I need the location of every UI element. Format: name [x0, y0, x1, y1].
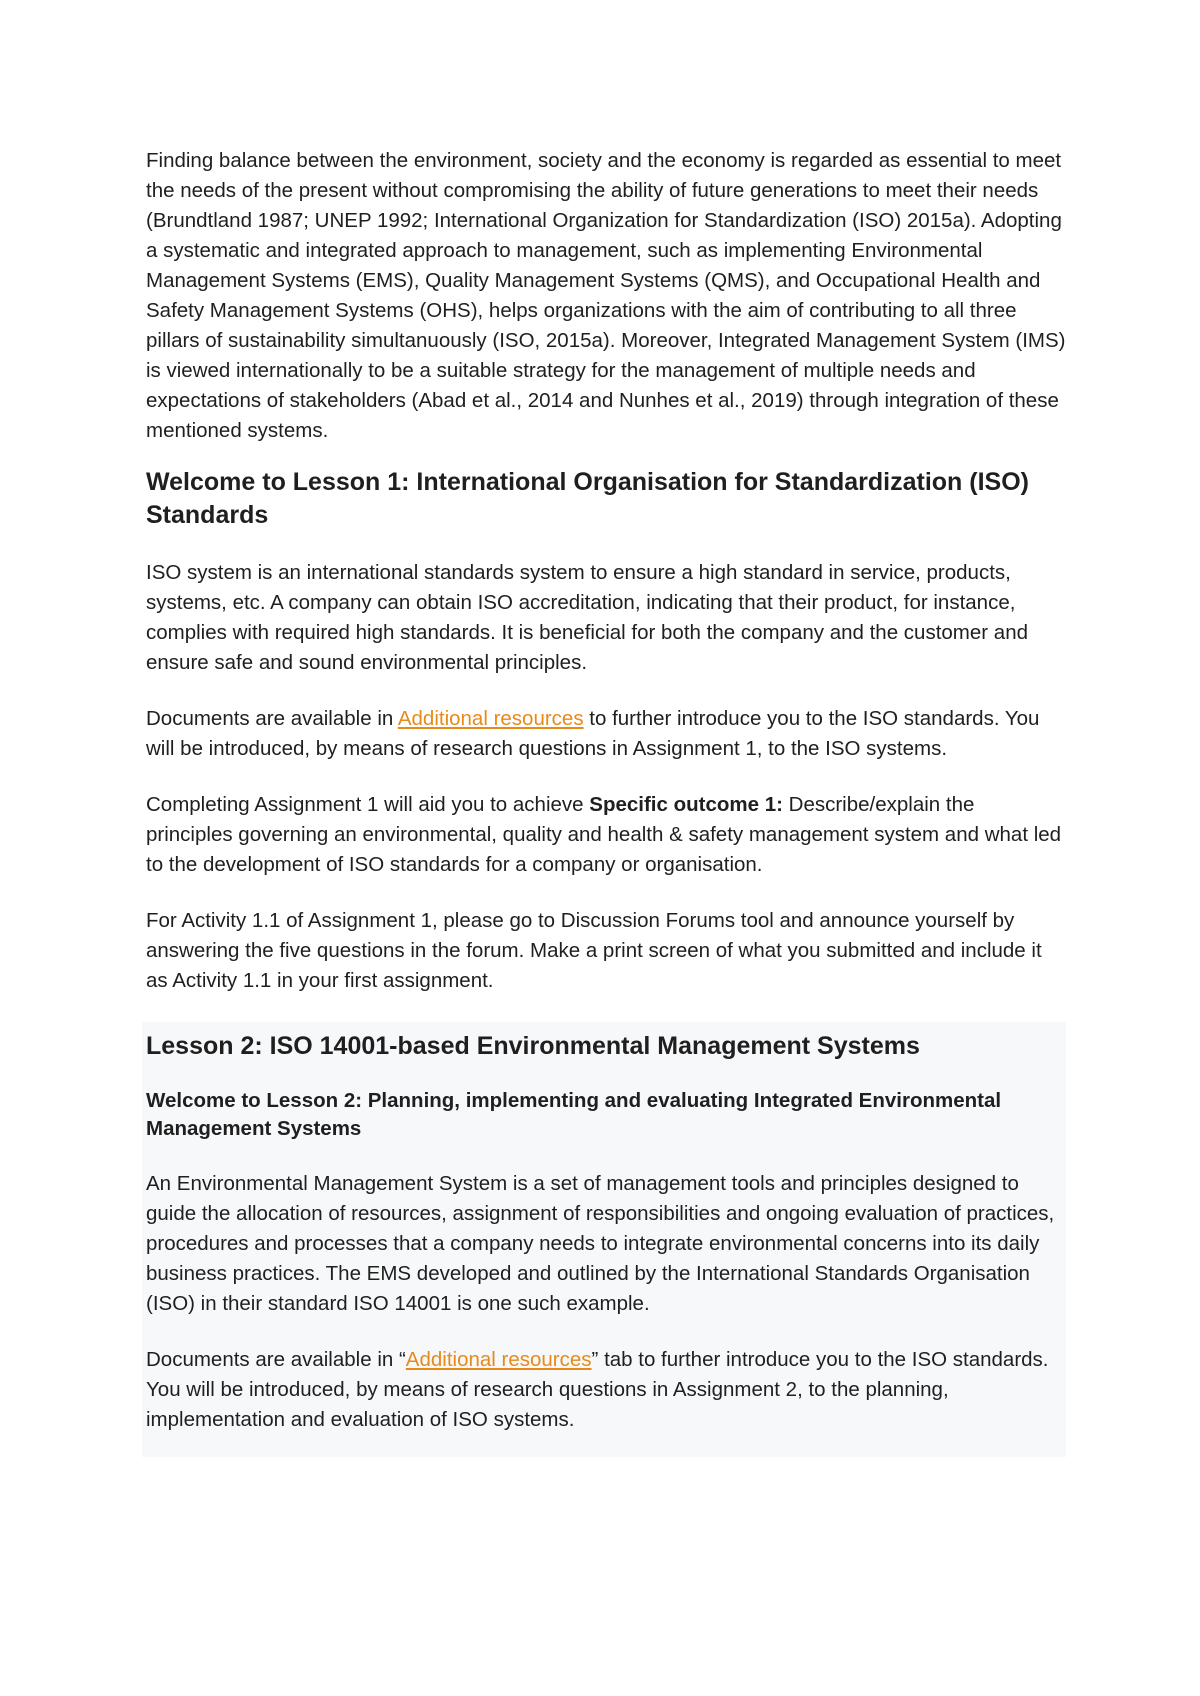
lesson2-documents-paragraph: [146, 1345, 1062, 1435]
additional-resources-link[interactable]: Additional resources: [397, 707, 584, 730]
lesson1-outcome-paragraph: [146, 790, 1066, 880]
documents-prefix: Documents are available in: [146, 707, 398, 730]
documents-suffix: to further introduce you to the ISO standards. You will be introduced, by means of research questions in Assignment 1, to the ISO systems.: [146, 707, 1040, 760]
document-page: [146, 146, 1066, 1457]
specific-outcome-label: Specific outcome 1:: [589, 793, 783, 816]
lesson1-paragraph: ISO system is an international standards system to ensure a high standard in service, products, systems, etc. A company can obtain ISO accreditation, indicating that their product, for instance, complies with required high standards. It is beneficial for both the company and the customer and ensure safe and sound environmental principles.: [146, 561, 1028, 674]
lesson1-documents-paragraph: [146, 704, 1066, 764]
lesson2-section: [142, 1022, 1066, 1457]
documents-prefix: Documents are available in “: [146, 1348, 406, 1371]
documents-suffix: ” tab to further introduce you to the ISO standards. You will be introduced, by means of research questions in Assignment 2, to the planning, implementation and evaluation of ISO systems.: [146, 1348, 1049, 1431]
lesson2-subheading: Welcome to Lesson 2: Planning, implementing and evaluating Integrated Environmental Management Systems: [146, 1089, 1002, 1140]
lesson2-heading: Lesson 2: ISO 14001-based Environmental Management Systems: [146, 1032, 920, 1060]
lesson1-activity-paragraph: For Activity 1.1 of Assignment 1, please go to Discussion Forums tool and announce yourself by answering the five questions in the forum. Make a print screen of what you submitted and include it as Activity 1.1 in your first assignment.: [146, 909, 1042, 992]
intro-paragraph: Finding balance between the environment, society and the economy is regarded as essential to meet the needs of the present without compromising the ability of future generations to meet their needs (Brundtland 1987; UNEP 1992; International Organization for Standardization (ISO) 2015a). Adopting a systematic and integrated approach to management, such as implementing Environmental Management Systems (EMS), Quality Management Systems (QMS), and Occupational Health and Safety Management Systems (OHS), helps organizations with the aim of contributing to all three pillars of sustainability simultanuously (ISO, 2015a). Moreover, Integrated Management System (IMS) is viewed internationally to be a suitable strategy for the management of multiple needs and expectations of stakeholders (Abad et al., 2014 and Nunhes et al., 2019) through integration of these mentioned systems.: [146, 149, 1066, 442]
lesson2-paragraph: An Environmental Management System is a set of management tools and principles designed to guide the allocation of resources, assignment of responsibilities and ongoing evaluation of practices, procedures and processes that a company needs to integrate environmental concerns into its daily business practices. The EMS developed and outlined by the International Standards Organisation (ISO) in their standard ISO 14001 is one such example.: [146, 1172, 1055, 1315]
lesson1-heading: Welcome to Lesson 1: International Organisation for Standardization (ISO) Standards: [146, 468, 1029, 529]
additional-resources-link[interactable]: Additional resources: [405, 1348, 592, 1371]
outcome-prefix: Completing Assignment 1 will aid you to achieve: [146, 793, 590, 816]
outcome-suffix: Describe/explain the principles governing an environmental, quality and health & safety management system and what led to the development of ISO standards for a company or organisation.: [146, 793, 1062, 876]
